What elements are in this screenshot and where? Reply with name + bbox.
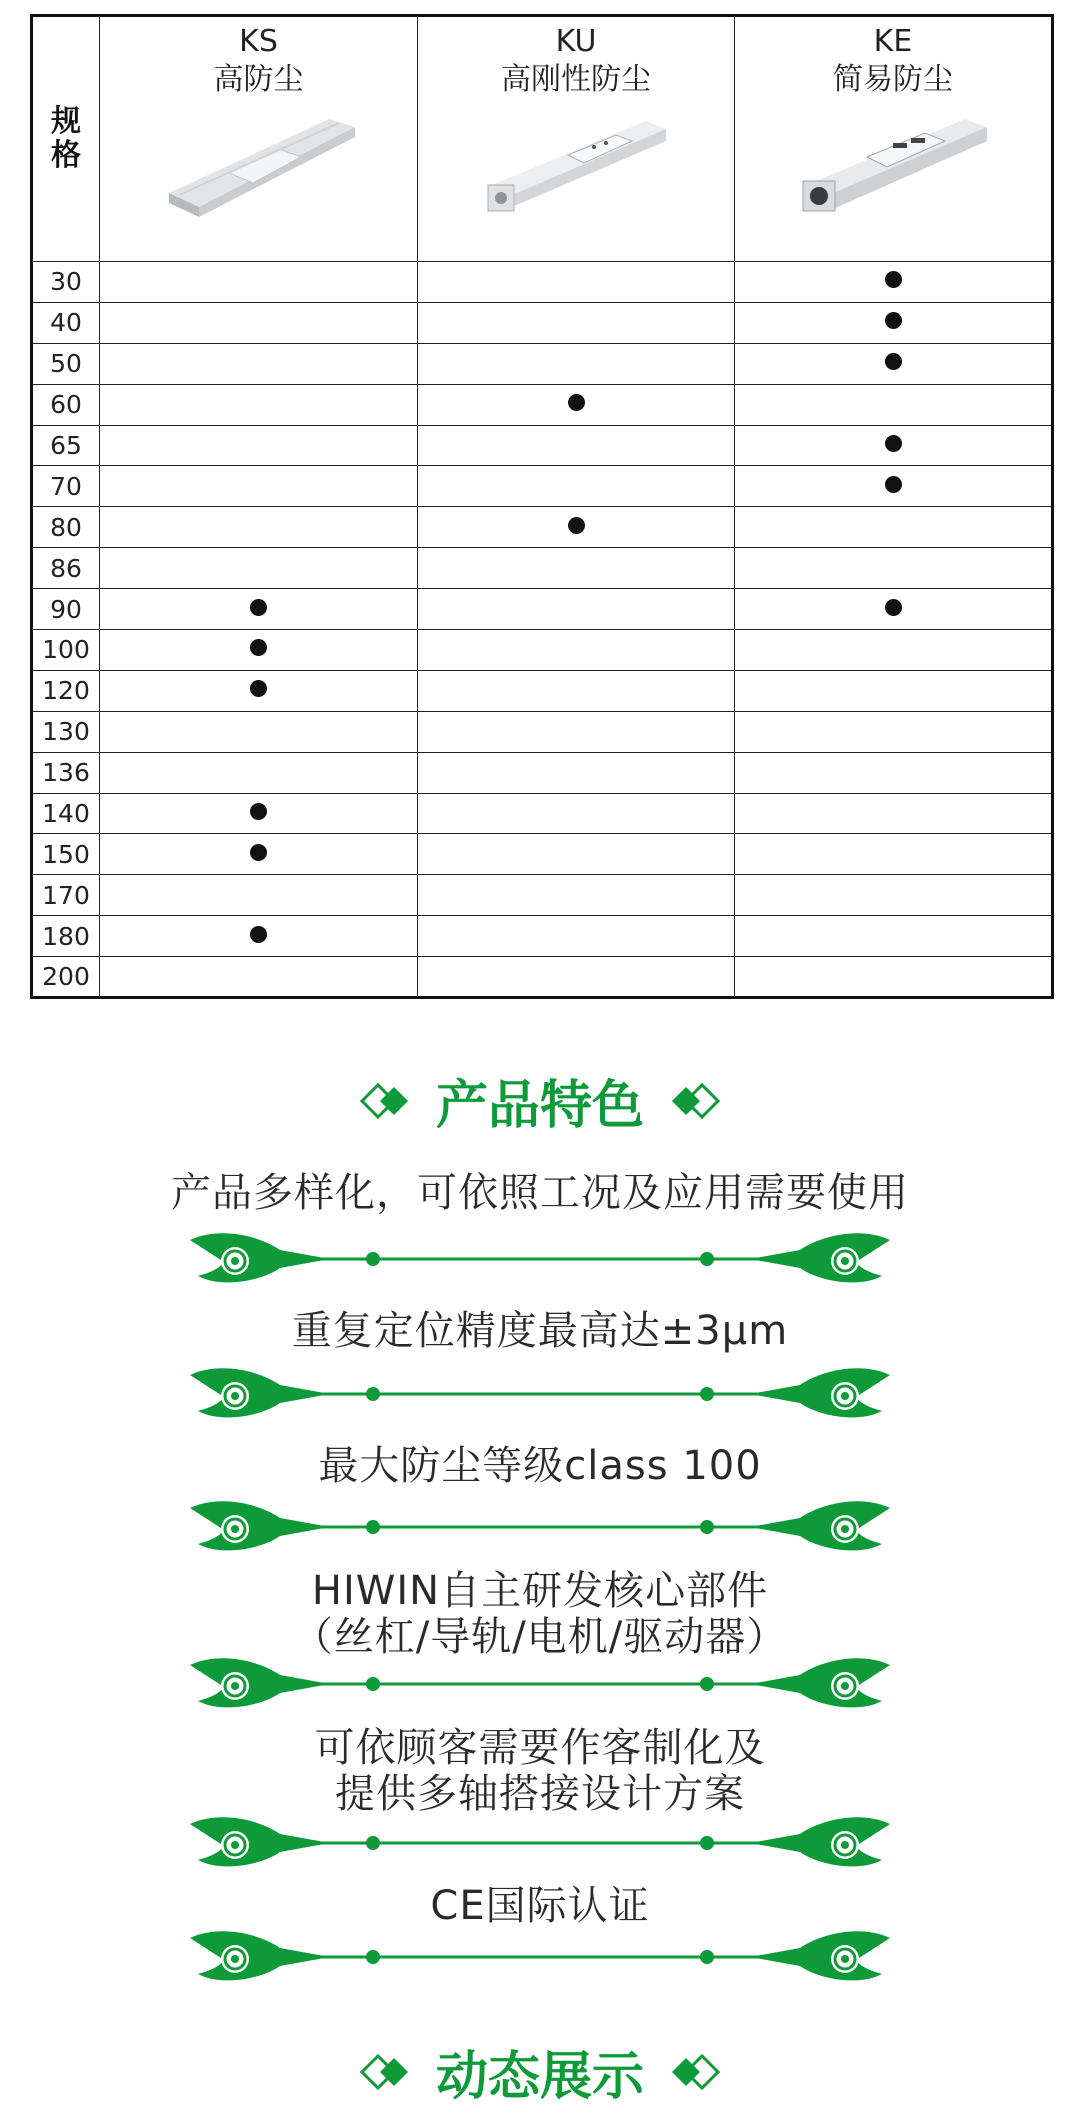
feature-line: 重复定位精度最高达±3μm [291, 1308, 789, 1354]
table-row [32, 670, 1053, 711]
availability-dot-icon [250, 599, 267, 616]
availability-cell-ks [100, 343, 418, 384]
table-row [32, 302, 1053, 343]
diamond-left-icon [360, 1081, 410, 1121]
availability-cell-ks [100, 957, 418, 998]
spec-header-char: 规 [51, 104, 81, 139]
availability-cell-ks [100, 262, 418, 303]
table-row [32, 957, 1053, 998]
availability-cell-ke [735, 916, 1053, 957]
availability-cell-ku [418, 916, 735, 957]
size-cell: 150 [32, 834, 100, 875]
size-cell: 90 [32, 589, 100, 630]
availability-cell-ke [735, 466, 1053, 507]
ornament-divider-icon [190, 1500, 890, 1556]
availability-cell-ks [100, 589, 418, 630]
availability-dot-icon [885, 353, 902, 370]
size-cell: 140 [32, 793, 100, 834]
availability-cell-ks [100, 425, 418, 466]
demo-title [0, 2034, 1080, 2109]
availability-cell-ks [100, 670, 418, 711]
availability-cell-ku [418, 793, 735, 834]
availability-cell-ku [418, 425, 735, 466]
diamond-right-icon [670, 2052, 720, 2092]
availability-dot-icon [250, 680, 267, 697]
availability-cell-ke [735, 262, 1053, 303]
availability-cell-ks [100, 384, 418, 425]
ornament-divider-icon [190, 1930, 890, 1986]
size-cell: 136 [32, 752, 100, 793]
availability-dot-icon [568, 517, 585, 534]
size-cell: 80 [32, 507, 100, 548]
spec-header-cell [32, 16, 100, 262]
availability-cell-ks [100, 834, 418, 875]
size-cell: 120 [32, 670, 100, 711]
availability-cell-ks [100, 793, 418, 834]
availability-dot-icon [885, 271, 902, 288]
table-row [32, 384, 1053, 425]
availability-cell-ks [100, 752, 418, 793]
feature-line: 提供多轴搭接设计方案 [335, 1771, 745, 1817]
size-cell: 86 [32, 548, 100, 589]
product-header-ke [735, 16, 1053, 262]
availability-cell-ke [735, 548, 1053, 589]
availability-dot-icon [250, 844, 267, 861]
availability-cell-ku [418, 752, 735, 793]
table-row [32, 343, 1053, 384]
feature-line: HIWIN自主研发核心部件 [311, 1568, 769, 1614]
product-header-ks [100, 16, 418, 262]
table-header-row [32, 16, 1053, 262]
size-cell: 60 [32, 384, 100, 425]
size-cell: 65 [32, 425, 100, 466]
availability-cell-ke [735, 711, 1053, 752]
product-header-ku [418, 16, 735, 262]
size-cell: 180 [32, 916, 100, 957]
diamond-left-icon [360, 2052, 410, 2092]
table-row [32, 834, 1053, 875]
availability-cell-ku [418, 548, 735, 589]
feature-line: 最大防尘等级class 100 [318, 1443, 762, 1489]
product-name: 简易防尘 [833, 62, 953, 97]
feature-line: 可依顾客需要作客制化及 [314, 1725, 766, 1771]
table-row [32, 262, 1053, 303]
availability-cell-ku [418, 384, 735, 425]
feature-item-4 [0, 1568, 1080, 1660]
table-row [32, 507, 1053, 548]
availability-cell-ku [418, 630, 735, 671]
ku-linear-module-icon [476, 113, 676, 223]
availability-cell-ke [735, 875, 1053, 916]
availability-cell-ke [735, 425, 1053, 466]
diamond-right-icon [670, 1081, 720, 1121]
product-code: KS [239, 24, 278, 59]
feature-item-3 [0, 1443, 1080, 1489]
ornament-divider-icon [190, 1816, 890, 1872]
size-cell: 170 [32, 875, 100, 916]
size-cell: 100 [32, 630, 100, 671]
availability-cell-ks [100, 302, 418, 343]
table-row [32, 589, 1053, 630]
size-cell: 70 [32, 466, 100, 507]
features-title-text: 产品特色 [435, 1076, 644, 1136]
size-cell: 30 [32, 262, 100, 303]
availability-cell-ks [100, 630, 418, 671]
ke-linear-module-icon [793, 113, 993, 223]
demo-title-text: 动态展示 [435, 2047, 644, 2107]
availability-cell-ke [735, 384, 1053, 425]
availability-dot-icon [885, 312, 902, 329]
availability-dot-icon [568, 394, 585, 411]
availability-cell-ke [735, 752, 1053, 793]
table-row [32, 466, 1053, 507]
feature-line: （丝杠/导轨/电机/驱动器） [292, 1614, 788, 1660]
availability-cell-ku [418, 507, 735, 548]
availability-cell-ke [735, 834, 1053, 875]
table-row [32, 752, 1053, 793]
feature-line: CE国际认证 [430, 1883, 650, 1929]
feature-item-2 [0, 1308, 1080, 1354]
availability-dot-icon [885, 435, 902, 452]
table-row [32, 630, 1053, 671]
availability-cell-ku [418, 711, 735, 752]
availability-cell-ke [735, 957, 1053, 998]
availability-cell-ke [735, 343, 1053, 384]
product-name: 高刚性防尘 [501, 62, 651, 97]
availability-cell-ks [100, 466, 418, 507]
availability-cell-ku [418, 834, 735, 875]
availability-dot-icon [250, 926, 267, 943]
availability-cell-ku [418, 302, 735, 343]
availability-cell-ku [418, 466, 735, 507]
ornament-divider-icon [190, 1367, 890, 1423]
table-row [32, 916, 1053, 957]
ornament-divider-icon [190, 1232, 890, 1288]
availability-dot-icon [885, 476, 902, 493]
availability-cell-ku [418, 343, 735, 384]
ks-linear-module-icon [159, 113, 359, 223]
table-row [32, 425, 1053, 466]
feature-item-5 [0, 1725, 1080, 1817]
availability-dot-icon [250, 803, 267, 820]
availability-cell-ku [418, 875, 735, 916]
availability-cell-ku [418, 957, 735, 998]
product-code: KU [555, 24, 597, 59]
availability-cell-ku [418, 670, 735, 711]
product-code: KE [873, 24, 913, 59]
availability-cell-ke [735, 589, 1053, 630]
size-cell: 50 [32, 343, 100, 384]
feature-line: 产品多样化，可依照工况及应用需要使用 [171, 1170, 909, 1216]
availability-cell-ke [735, 302, 1053, 343]
size-cell: 130 [32, 711, 100, 752]
size-cell: 200 [32, 957, 100, 998]
ornament-divider-icon [190, 1657, 890, 1713]
availability-dot-icon [250, 639, 267, 656]
table-row [32, 793, 1053, 834]
availability-cell-ks [100, 507, 418, 548]
availability-cell-ks [100, 875, 418, 916]
availability-cell-ku [418, 262, 735, 303]
availability-cell-ke [735, 630, 1053, 671]
table-row [32, 875, 1053, 916]
spec-header-char: 格 [51, 138, 81, 173]
table-row [32, 548, 1053, 589]
availability-cell-ke [735, 793, 1053, 834]
availability-dot-icon [885, 599, 902, 616]
availability-cell-ke [735, 670, 1053, 711]
feature-item-6 [0, 1883, 1080, 1929]
availability-cell-ks [100, 916, 418, 957]
availability-cell-ks [100, 711, 418, 752]
feature-item-1 [0, 1170, 1080, 1216]
spec-table [30, 14, 1054, 999]
availability-cell-ke [735, 507, 1053, 548]
features-title [0, 1063, 1080, 1138]
availability-cell-ks [100, 548, 418, 589]
table-row [32, 711, 1053, 752]
availability-cell-ku [418, 589, 735, 630]
size-cell: 40 [32, 302, 100, 343]
product-name: 高防尘 [213, 62, 304, 97]
